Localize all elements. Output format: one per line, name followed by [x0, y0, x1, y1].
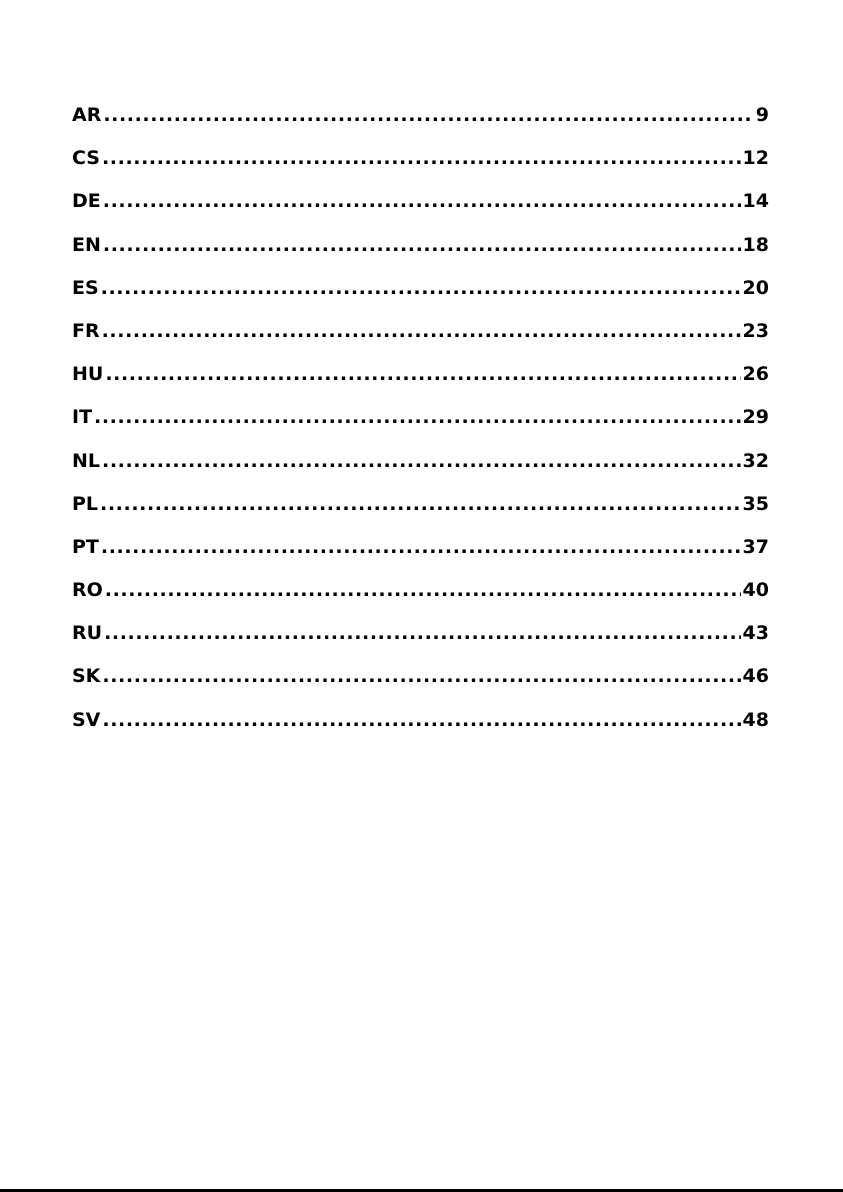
toc-entry-hu[interactable] [72, 359, 769, 402]
toc-dot-leader [103, 186, 741, 216]
toc-dot-leader [102, 446, 741, 476]
toc-page-number: 29 [742, 406, 769, 429]
toc-page-number: 18 [742, 233, 769, 256]
toc-page-number: 46 [742, 665, 769, 688]
toc-language-code: EN [72, 233, 101, 256]
toc-page-number: 35 [742, 492, 769, 515]
toc-entry-it[interactable] [72, 402, 769, 445]
toc-entry-nl[interactable] [72, 446, 769, 489]
toc-language-code: AR [72, 104, 102, 126]
toc-language-code: IT [72, 406, 93, 429]
toc-dot-leader [105, 575, 741, 605]
toc-language-code: DE [72, 190, 101, 213]
toc-dot-leader [101, 532, 741, 562]
toc-entry-fr[interactable] [72, 316, 769, 359]
toc-entry-ar[interactable] [72, 100, 769, 143]
toc-dot-leader [105, 359, 740, 389]
table-of-contents [72, 100, 769, 748]
toc-language-code: HU [72, 363, 104, 386]
toc-language-code: CS [72, 147, 100, 170]
toc-page-number: 23 [742, 319, 769, 342]
toc-dot-leader [104, 618, 740, 648]
toc-entry-de[interactable] [72, 186, 769, 229]
toc-entry-pt[interactable] [72, 532, 769, 575]
toc-page-number: 20 [742, 276, 769, 299]
toc-dot-leader [100, 489, 741, 519]
toc-language-code: PL [72, 492, 99, 515]
toc-entry-pl[interactable] [72, 489, 769, 532]
toc-entry-es[interactable] [72, 273, 769, 316]
toc-dot-leader [102, 705, 740, 735]
toc-page-number: 26 [742, 363, 769, 386]
toc-page-number: 12 [742, 147, 769, 170]
toc-dot-leader [101, 273, 741, 303]
toc-entry-sk[interactable] [72, 661, 769, 704]
toc-language-code: RO [72, 579, 103, 602]
toc-entry-en[interactable] [72, 230, 769, 273]
toc-page-number: 37 [742, 535, 769, 558]
toc-page-number: 32 [742, 449, 769, 472]
toc-page-number: 40 [742, 579, 769, 602]
toc-page-number: 48 [742, 708, 769, 731]
toc-language-code: SV [72, 708, 101, 731]
toc-dot-leader [102, 661, 740, 691]
toc-language-code: NL [72, 449, 101, 472]
toc-entry-sv[interactable] [72, 705, 769, 748]
toc-page-number: 9 [755, 104, 769, 126]
toc-entry-ro[interactable] [72, 575, 769, 618]
toc-dot-leader [102, 143, 741, 173]
toc-dot-leader [94, 402, 741, 432]
toc-page-number: 14 [742, 190, 769, 213]
toc-language-code: FR [72, 319, 100, 342]
toc-dot-leader [103, 230, 741, 260]
toc-dot-leader [102, 316, 741, 346]
toc-dot-leader [103, 100, 753, 130]
toc-entry-ru[interactable] [72, 618, 769, 661]
toc-language-code: PT [72, 535, 99, 558]
toc-language-code: RU [72, 622, 103, 645]
toc-language-code: SK [72, 665, 101, 688]
toc-language-code: ES [72, 276, 99, 299]
toc-page-number: 43 [742, 622, 769, 645]
toc-entry-cs[interactable] [72, 143, 769, 186]
